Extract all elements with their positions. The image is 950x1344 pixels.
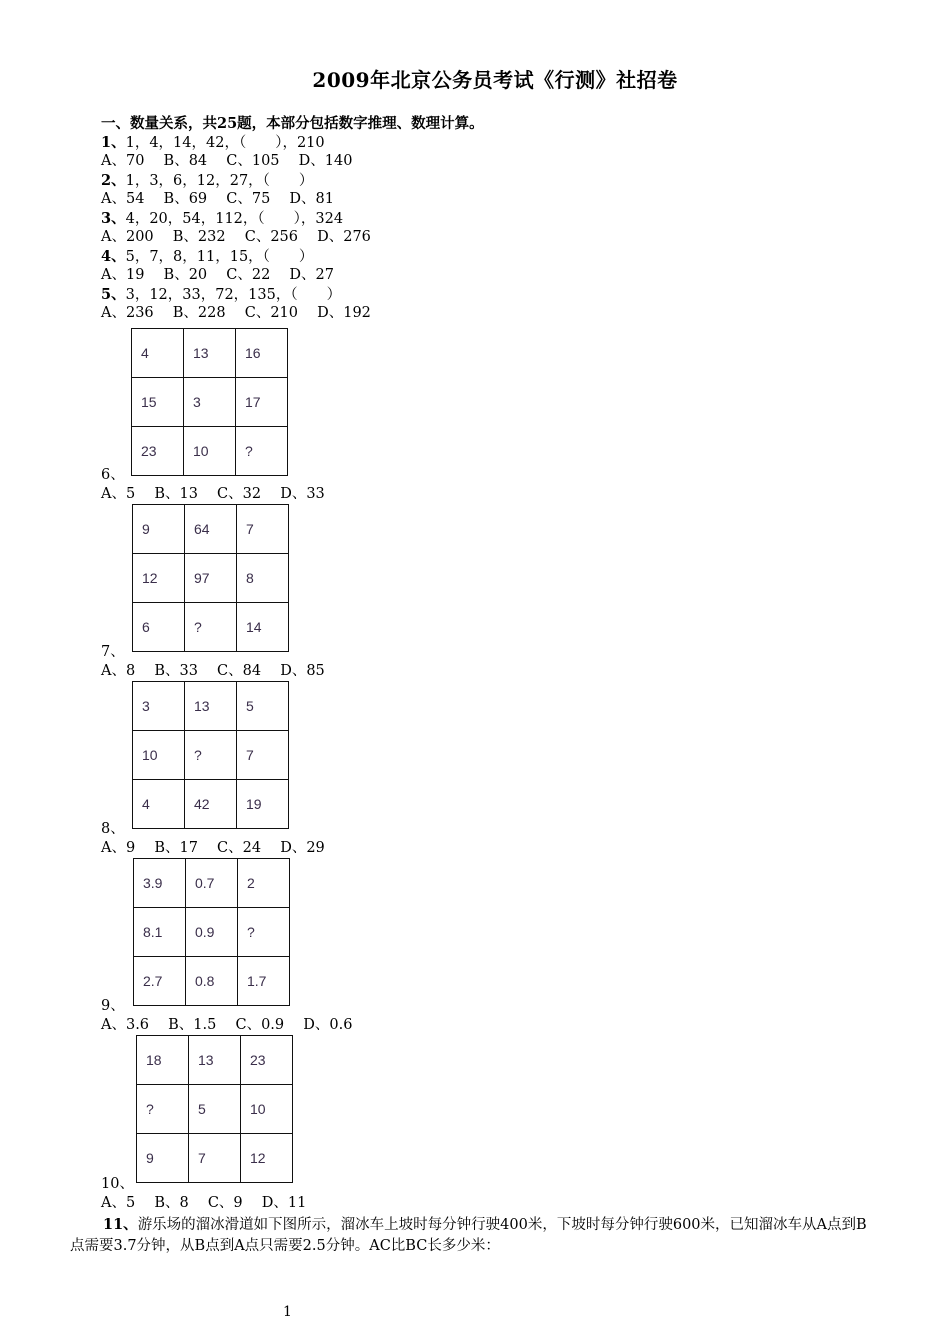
question-sequence: 5，7，8，11，15，（ ） (125, 249, 314, 265)
option-a: A、236 (101, 305, 154, 321)
grid-cell: 10 (184, 427, 236, 476)
option-b: B、232 (172, 229, 226, 245)
option-c: C、256 (244, 229, 298, 245)
section-heading: 一、数量关系，共25题，本部分包括数字推理、数理计算。 (101, 115, 484, 132)
question-number: 4、 (101, 248, 126, 265)
grid-cell: 2 (238, 859, 290, 908)
grid-cell: 9 (137, 1134, 189, 1183)
grid-cell: 8.1 (134, 908, 186, 957)
question-text: 游乐场的溜冰滑道如下图所示，溜冰车上坡时每分钟行驶400米，下坡时每分钟行驶600米，已知溜冰车从A点到B点需要3.7分钟，从B点到A点只需要2.5分钟。AC比BC长多少米： (70, 1217, 867, 1254)
grid-cell: 13 (189, 1036, 241, 1085)
grid-cell: 64 (185, 505, 237, 554)
option-b: B、17 (154, 840, 198, 856)
grid-cell: 8 (237, 554, 289, 603)
grid-cell: 6 (133, 603, 185, 652)
option-b: B、33 (154, 663, 198, 679)
option-b: B、84 (163, 153, 208, 169)
page-number: 1 (283, 1304, 292, 1320)
grid-cell: 9 (133, 505, 185, 554)
grid-cell: 7 (189, 1134, 241, 1183)
option-d: D、85 (280, 663, 325, 679)
question-number: 3、 (101, 210, 126, 227)
question-5 (101, 285, 341, 305)
grid-cell: 5 (189, 1085, 241, 1134)
grid-cell: 23 (241, 1036, 293, 1085)
option-c: C、105 (226, 153, 280, 169)
option-a: A、8 (101, 663, 136, 679)
option-d: D、33 (280, 486, 325, 502)
option-b: B、13 (154, 486, 198, 502)
grid-cell: 13 (185, 682, 237, 731)
option-d: D、29 (280, 840, 325, 856)
option-a: A、70 (101, 153, 145, 169)
option-c: C、0.9 (235, 1017, 285, 1033)
option-b: B、20 (163, 267, 208, 283)
grid-cell: 15 (132, 378, 184, 427)
options-5 (101, 304, 371, 323)
grid-cell: 3 (184, 378, 236, 427)
grid-cell: ? (185, 731, 237, 780)
question-3 (101, 209, 343, 229)
grid-cell: 19 (237, 780, 289, 829)
question-6-number: 6、 (101, 467, 125, 483)
question-4 (101, 247, 313, 267)
option-b: B、8 (154, 1195, 189, 1211)
grid-cell: 10 (241, 1085, 293, 1134)
option-b: B、1.5 (168, 1017, 217, 1033)
options-6 (101, 485, 325, 504)
options-10 (101, 1194, 306, 1213)
question-number: 11、 (103, 1216, 138, 1233)
option-a: A、200 (101, 229, 154, 245)
number-grid-9 (133, 858, 290, 1006)
grid-cell: 12 (241, 1134, 293, 1183)
grid-cell: 7 (237, 505, 289, 554)
grid-cell: 17 (236, 378, 288, 427)
grid-cell: 13 (184, 329, 236, 378)
question-10-number: 10、 (101, 1176, 134, 1192)
grid-cell: 0.8 (186, 957, 238, 1006)
grid-cell: 4 (133, 780, 185, 829)
option-c: C、22 (226, 267, 271, 283)
grid-cell: 3 (133, 682, 185, 731)
question-8-number: 8、 (101, 821, 125, 837)
question-number: 1、 (101, 134, 126, 151)
grid-cell: 14 (237, 603, 289, 652)
options-9 (101, 1016, 352, 1035)
grid-cell: 5 (237, 682, 289, 731)
question-7-number: 7、 (101, 644, 125, 660)
option-c: C、210 (244, 305, 298, 321)
grid-cell: 4 (132, 329, 184, 378)
options-8 (101, 839, 325, 858)
options-2 (101, 190, 334, 209)
options-3 (101, 228, 371, 247)
question-1 (101, 133, 325, 153)
option-a: A、5 (101, 1195, 136, 1211)
grid-cell: 42 (185, 780, 237, 829)
option-c: C、84 (217, 663, 262, 679)
grid-cell: 1.7 (238, 957, 290, 1006)
option-a: A、19 (101, 267, 145, 283)
grid-cell: 18 (137, 1036, 189, 1085)
grid-cell: 16 (236, 329, 288, 378)
grid-cell: 10 (133, 731, 185, 780)
grid-cell: ? (137, 1085, 189, 1134)
grid-cell: 12 (133, 554, 185, 603)
grid-cell: 7 (237, 731, 289, 780)
option-d: D、0.6 (303, 1017, 353, 1033)
grid-cell: 97 (185, 554, 237, 603)
number-grid-8 (132, 681, 289, 829)
grid-cell: 2.7 (134, 957, 186, 1006)
option-d: D、27 (289, 267, 334, 283)
option-d: D、81 (289, 191, 334, 207)
number-grid-7 (132, 504, 289, 652)
question-number: 5、 (101, 286, 126, 303)
page-title: 2009年北京公务员考试《行测》社招卷 (312, 68, 678, 92)
option-d: D、276 (317, 229, 371, 245)
option-b: B、228 (172, 305, 226, 321)
question-number: 2、 (101, 172, 126, 189)
grid-cell: 23 (132, 427, 184, 476)
options-1 (101, 152, 352, 171)
grid-cell: 0.9 (186, 908, 238, 957)
option-a: A、5 (101, 486, 136, 502)
option-c: C、75 (226, 191, 271, 207)
option-c: C、24 (217, 840, 262, 856)
options-4 (101, 266, 334, 285)
grid-cell: ? (185, 603, 237, 652)
option-d: D、192 (317, 305, 371, 321)
question-2 (101, 171, 313, 191)
question-11 (70, 1214, 878, 1257)
question-sequence: 4，20，54，112，（ ），324 (125, 211, 344, 227)
option-b: B、69 (163, 191, 208, 207)
question-sequence: 3，12，33，72，135，（ ） (125, 287, 342, 303)
grid-cell: 0.7 (186, 859, 238, 908)
option-d: D、11 (261, 1195, 307, 1211)
question-9-number: 9、 (101, 998, 125, 1014)
options-7 (101, 662, 325, 681)
option-d: D、140 (298, 153, 353, 169)
option-c: C、32 (217, 486, 262, 502)
option-a: A、9 (101, 840, 136, 856)
option-a: A、3.6 (101, 1017, 150, 1033)
grid-cell: 3.9 (134, 859, 186, 908)
question-sequence: 1，3，6，12，27，（ ） (125, 173, 314, 189)
number-grid-10 (136, 1035, 293, 1183)
option-c: C、9 (207, 1195, 243, 1211)
grid-cell: ? (238, 908, 290, 957)
number-grid-6 (131, 328, 288, 476)
option-a: A、54 (101, 191, 145, 207)
grid-cell: ? (236, 427, 288, 476)
question-sequence: 1，4，14，42，（ ），210 (125, 135, 325, 151)
